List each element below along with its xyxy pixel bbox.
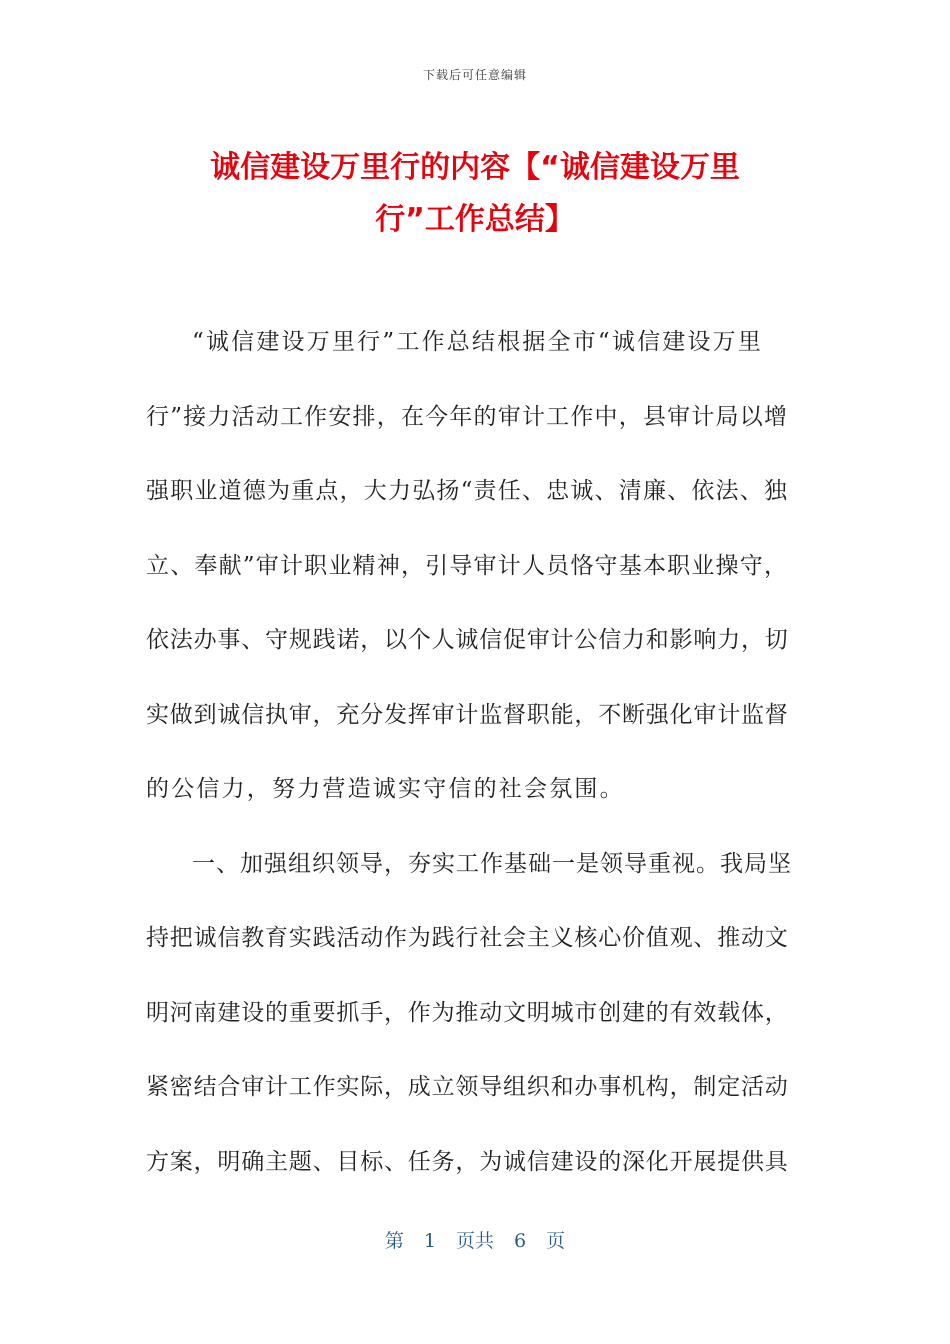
body-text	[146, 322, 792, 1216]
body-line: 一、加强组织领导，夯实工作基础一是领导重视。我局坚	[192, 850, 792, 877]
title-line: 诚信建设万里行的内容【“诚信建设万里	[210, 150, 740, 185]
body-line: 紧密结合审计工作实际，成立领导组织和办事机构，制定活动	[146, 1074, 789, 1100]
body-line: 方案，明确主题、目标、任务，为诚信建设的深化开展提供具	[146, 1148, 789, 1175]
body-line: 强职业道德为重点，大力弘扬“责任、忠诚、清廉、依法、独	[146, 478, 789, 504]
body-line: 持把诚信教育实践活动作为践行社会主义核心价值观、推动文	[146, 925, 789, 951]
body-line: 立、奉献”审计职业精神，引导审计人员恪守基本职业操守，	[146, 552, 789, 579]
body-line: 行”接力活动工作安排，在今年的审计工作中，县审计局以增	[146, 403, 789, 430]
body-line: 依法办事、守规践诺，以个人诚信促审计公信力和影响力，切	[146, 627, 789, 653]
page-number: 第 1 页共 6 页	[384, 1230, 566, 1252]
title-line: 行”工作总结】	[375, 202, 575, 237]
body-line: “诚信建设万里行”工作总结根据全市“诚信建设万里	[192, 329, 764, 355]
document-title	[150, 142, 800, 246]
body-line: 的公信力，努力营造诚实守信的社会氛围。	[146, 776, 625, 802]
body-line: 实做到诚信执审，充分发挥审计监督职能，不断强化审计监督	[146, 701, 789, 728]
body-line: 明河南建设的重要抓手，作为推动文明城市创建的有效载体，	[146, 999, 789, 1026]
header-note: 下载后可任意编辑	[422, 68, 527, 82]
